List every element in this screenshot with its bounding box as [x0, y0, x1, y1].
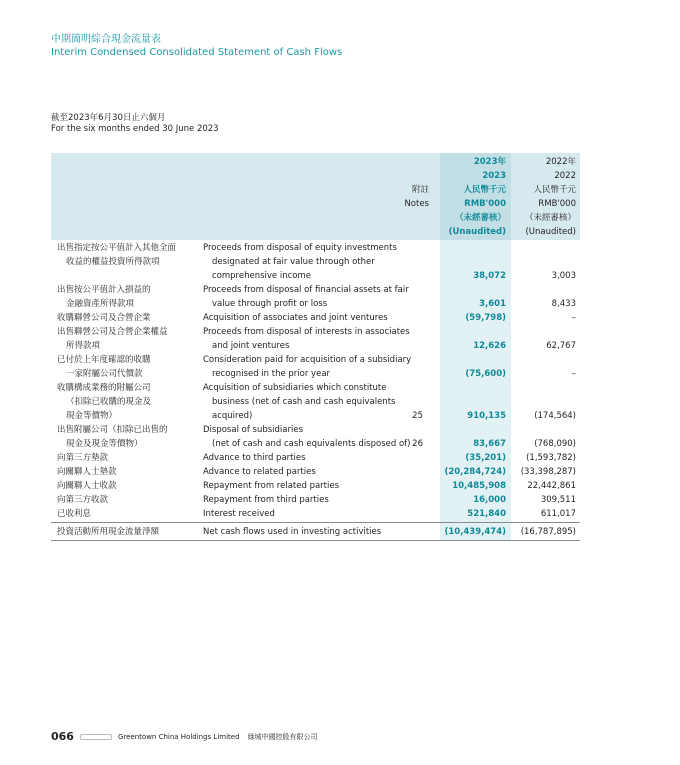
row-label-english: Proceeds from disposal of financial assets at fair value through profit or loss [203, 285, 409, 309]
row-prior-value: 22,442,861 [527, 481, 576, 491]
table-row [51, 465, 580, 479]
row-label-chinese: 出售附屬公司（扣除已出售的 現金及現金等價物） [57, 425, 168, 449]
total-prior-value: (16,787,895) [520, 527, 576, 537]
prior-year-column-header: 2022年 2022 人民幣千元 RMB'000 （未經審核） (Unaudited) [524, 157, 576, 237]
row-label-english: Interest received [203, 509, 275, 519]
table-row [51, 381, 580, 423]
period-english: For the six months ended 30 June 2023 [51, 124, 219, 134]
row-label-chinese: 向第三方墊款 [57, 453, 109, 463]
row-note: 26 [412, 439, 423, 449]
row-label-chinese: 出售聯營公司及合營企業權益 所得款項 [57, 327, 168, 351]
row-current-value: 83,667 [473, 439, 506, 449]
row-label-chinese: 已付於上年度確認的收購 一家附屬公司代價款 [57, 355, 151, 379]
total-row [51, 525, 580, 539]
row-prior-value: 8,433 [551, 299, 576, 309]
row-current-value: 3,601 [479, 299, 506, 309]
row-label-chinese: 出售指定按公平值計入其他全面 收益的權益投資所得款項 [57, 243, 177, 267]
row-prior-value: – [571, 313, 576, 323]
row-label-chinese: 已收利息 [57, 509, 92, 519]
row-prior-value: 611,017 [540, 509, 576, 519]
table-row [51, 283, 580, 311]
table-row [51, 325, 580, 353]
table-row [51, 507, 580, 521]
table-row [51, 241, 580, 283]
page-footer [51, 730, 318, 743]
row-label-chinese: 收購聯營公司及合營企業 [57, 313, 151, 323]
table-row [51, 423, 580, 451]
row-label-english: Advance to third parties [203, 453, 306, 463]
period-chinese: 截至2023年6月30日止六個月 [51, 113, 166, 123]
table-row [51, 353, 580, 381]
total-current-value: (10,439,474) [444, 527, 506, 537]
row-label-chinese: 出售按公平值計入損益的 金融資產所得款項 [57, 285, 151, 309]
row-label-chinese: 向關聯人士收款 [57, 481, 117, 491]
row-current-value: 38,072 [473, 271, 506, 281]
page-number: 066 [51, 730, 74, 743]
row-prior-value: (33,398,287) [520, 467, 576, 477]
row-label-english: Consideration paid for acquisition of a subsidiary recognised in the prior year [203, 355, 412, 379]
row-prior-value: (174,564) [534, 411, 576, 421]
row-label-english: Advance to related parties [203, 467, 316, 477]
table-row [51, 493, 580, 507]
period-caption [51, 113, 219, 135]
row-label-english: Repayment from third parties [203, 495, 329, 505]
row-prior-value: 309,511 [540, 495, 576, 505]
row-prior-value: 62,767 [546, 341, 576, 351]
footer-divider [80, 734, 112, 740]
table-row [51, 311, 580, 325]
table-row [51, 451, 580, 465]
row-prior-value: – [571, 369, 576, 379]
row-label-english: Proceeds from disposal of interests in associates and joint ventures [203, 327, 410, 351]
company-name-english: Greentown China Holdings Limited [117, 732, 240, 741]
row-label-chinese: 向關聯人士墊款 [57, 467, 117, 477]
row-current-value: 10,485,908 [452, 481, 506, 491]
row-current-value: 521,840 [467, 509, 506, 519]
total-top-rule [51, 522, 580, 523]
row-prior-value: 3,003 [551, 271, 576, 281]
row-current-value: 12,626 [473, 341, 506, 351]
row-current-value: (75,600) [465, 369, 506, 379]
current-year-column-header: 2023年 2023 人民幣千元 RMB'000 （未經審核） (Unaudited) [448, 157, 506, 237]
title-english: Interim Condensed Consolidated Statement of Cash Flows [51, 47, 343, 58]
row-label-chinese: 收購構成業務的附屬公司 （扣除已收購的現金及 現金等價物） [57, 383, 152, 421]
company-name-chinese: 綠城中國控股有限公司 [247, 732, 318, 741]
notes-column-header: 附註 Notes [404, 185, 429, 209]
row-current-value: (35,201) [465, 453, 506, 463]
row-label-english: Disposal of subsidiaries (net of cash and cash equivalents disposed of) [203, 425, 411, 449]
row-label-english: Proceeds from disposal of equity investments designated at fair value through other comprehensive income [203, 243, 397, 281]
row-current-value: (59,798) [465, 313, 506, 323]
row-note: 25 [412, 411, 423, 421]
row-current-value: (20,284,724) [444, 467, 506, 477]
total-label-english: Net cash flows used in investing activities [203, 527, 382, 537]
row-prior-value: (768,090) [534, 439, 576, 449]
row-label-english: Acquisition of subsidiaries which constitute business (net of cash and cash equivalents acquired) [203, 383, 396, 421]
row-label-chinese: 向第三方收款 [57, 495, 109, 505]
total-label-chinese: 投資活動所用現金流量淨額 [57, 527, 160, 537]
row-current-value: 16,000 [473, 495, 506, 505]
title-chinese: 中期簡明綜合現金流量表 [51, 34, 161, 45]
statement-title [51, 33, 342, 59]
row-label-english: Acquisition of associates and joint ventures [203, 313, 388, 323]
cash-flow-table [51, 153, 581, 541]
total-bottom-rule [51, 540, 580, 541]
table-row [51, 479, 580, 493]
row-prior-value: (1,593,782) [526, 453, 576, 463]
row-label-english: Repayment from related parties [203, 481, 340, 491]
row-current-value: 910,135 [467, 411, 506, 421]
